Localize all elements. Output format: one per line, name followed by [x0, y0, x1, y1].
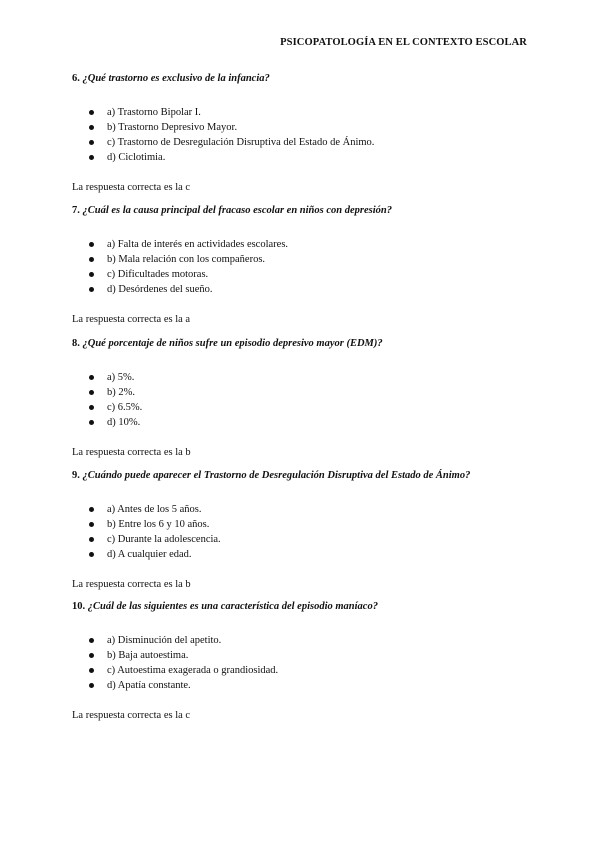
question-number: 6.: [72, 73, 80, 84]
answer-text: La respuesta correcta es la b: [72, 579, 191, 590]
option-text: d) A cualquier edad.: [107, 549, 192, 560]
option-item: [72, 385, 532, 400]
option-item: [72, 415, 532, 430]
option-text: c) Trastorno de Desregulación Disruptiva del Estado de Ánimo.: [107, 137, 375, 148]
bullet-icon: [89, 390, 94, 395]
question-text: ¿Qué trastorno es exclusivo de la infancia?: [82, 73, 270, 84]
question-text: ¿Qué porcentaje de niños sufre un episodio depresivo mayor (EDM)?: [82, 338, 383, 349]
question-title: [72, 600, 532, 614]
bullet-icon: [89, 507, 94, 512]
bullet-icon: [89, 257, 94, 262]
question-number: 7.: [72, 205, 80, 216]
options-list: [72, 502, 532, 562]
question-number: 10.: [72, 601, 86, 612]
option-text: d) Apatía constante.: [107, 680, 191, 691]
answer-text: La respuesta correcta es la c: [72, 710, 191, 721]
option-item: [72, 150, 532, 165]
bullet-icon: [89, 522, 94, 527]
bullet-icon: [89, 668, 94, 673]
bullet-icon: [89, 242, 94, 247]
option-text: a) Disminución del apetito.: [107, 635, 222, 646]
option-item: [72, 547, 532, 562]
option-item: [72, 678, 532, 693]
option-item: [72, 400, 532, 415]
option-item: [72, 135, 532, 150]
option-item: [72, 370, 532, 385]
option-text: a) Falta de interés en actividades escolares.: [107, 239, 289, 250]
question-block-10: [72, 600, 532, 723]
option-text: d) 10%.: [107, 417, 141, 428]
option-text: b) Baja autoestima.: [107, 650, 189, 661]
question-title: [72, 469, 532, 483]
question-number: 9.: [72, 470, 80, 481]
option-text: b) Trastorno Depresivo Mayor.: [107, 122, 238, 133]
option-text: c) 6.5%.: [107, 402, 143, 413]
option-item: [72, 282, 532, 297]
bullet-icon: [89, 420, 94, 425]
option-item: [72, 252, 532, 267]
page-header: PSICOPATOLOGÍA EN EL CONTEXTO ESCOLAR: [280, 37, 527, 48]
question-title: [72, 337, 532, 351]
option-text: d) Ciclotimia.: [107, 152, 166, 163]
option-text: b) 2%.: [107, 387, 135, 398]
options-list: [72, 237, 532, 297]
bullet-icon: [89, 405, 94, 410]
question-block-8: [72, 337, 532, 460]
option-item: [72, 502, 532, 517]
option-item: [72, 648, 532, 663]
question-block-9: [72, 469, 532, 592]
question-block-6: [72, 72, 532, 195]
option-item: [72, 267, 532, 282]
bullet-icon: [89, 683, 94, 688]
bullet-icon: [89, 375, 94, 380]
question-text: ¿Cuál es la causa principal del fracaso escolar en niños con depresión?: [82, 205, 392, 216]
option-item: [72, 517, 532, 532]
question-number: 8.: [72, 338, 80, 349]
bullet-icon: [89, 140, 94, 145]
option-item: [72, 237, 532, 252]
bullet-icon: [89, 552, 94, 557]
option-text: b) Mala relación con los compañeros.: [107, 254, 266, 265]
answer-text: La respuesta correcta es la b: [72, 447, 191, 458]
option-text: a) Trastorno Bipolar I.: [107, 107, 201, 118]
bullet-icon: [89, 155, 94, 160]
option-item: [72, 120, 532, 135]
option-item: [72, 633, 532, 648]
question-text: ¿Cuál de las siguientes es una característica del episodio maníaco?: [87, 601, 378, 612]
option-text: a) Antes de los 5 años.: [107, 504, 202, 515]
bullet-icon: [89, 638, 94, 643]
option-item: [72, 105, 532, 120]
bullet-icon: [89, 125, 94, 130]
option-text: a) 5%.: [107, 372, 135, 383]
bullet-icon: [89, 653, 94, 658]
options-list: [72, 105, 532, 165]
question-title: [72, 204, 532, 218]
option-text: c) Dificultades motoras.: [107, 269, 209, 280]
answer-text: La respuesta correcta es la a: [72, 314, 191, 325]
option-item: [72, 663, 532, 678]
bullet-icon: [89, 287, 94, 292]
option-item: [72, 532, 532, 547]
option-text: d) Desórdenes del sueño.: [107, 284, 213, 295]
question-title: [72, 72, 532, 86]
option-text: b) Entre los 6 y 10 años.: [107, 519, 210, 530]
question-block-7: [72, 204, 532, 327]
options-list: [72, 633, 532, 693]
bullet-icon: [89, 537, 94, 542]
bullet-icon: [89, 272, 94, 277]
option-text: c) Autoestima exagerada o grandiosidad.: [107, 665, 279, 676]
question-text: ¿Cuándo puede aparecer el Trastorno de Desregulación Disruptiva del Estado de Ánimo?: [82, 470, 471, 481]
option-text: c) Durante la adolescencia.: [107, 534, 221, 545]
options-list: [72, 370, 532, 430]
bullet-icon: [89, 110, 94, 115]
answer-text: La respuesta correcta es la c: [72, 182, 191, 193]
